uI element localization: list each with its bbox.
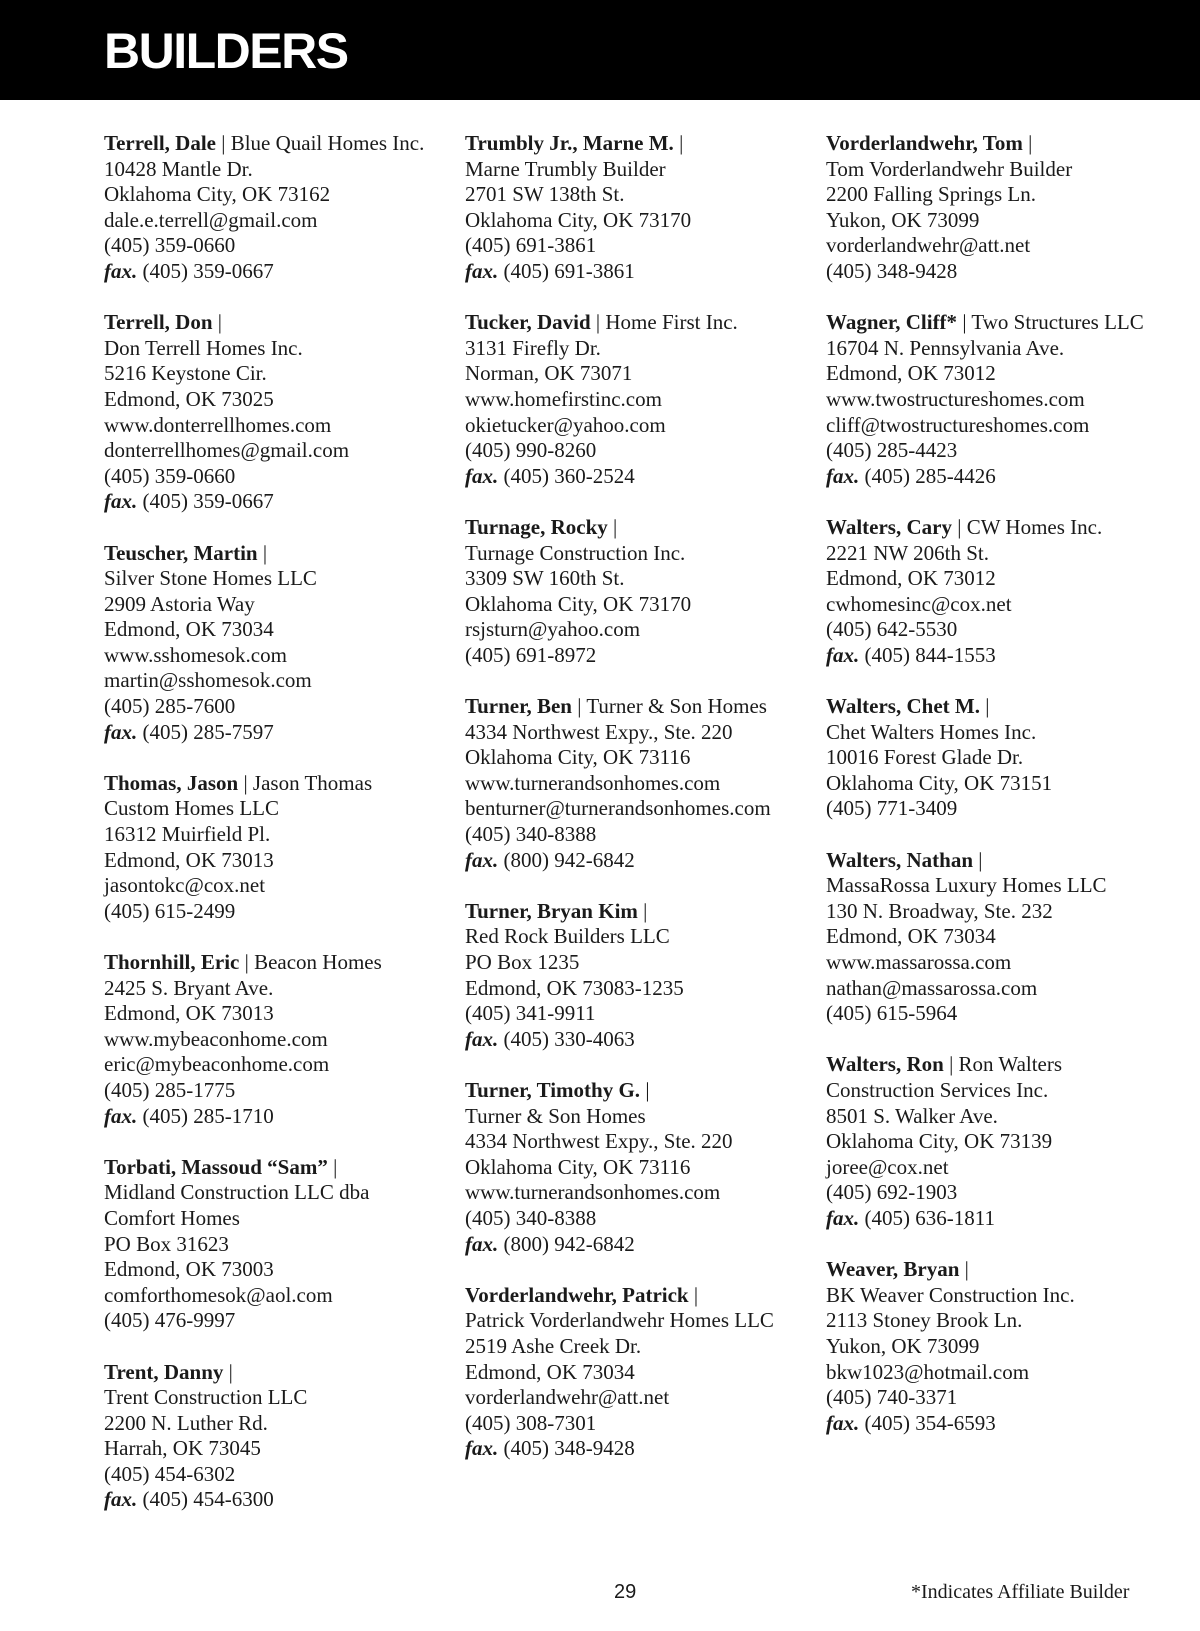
builder-detail-line: Edmond, OK 73012	[826, 566, 996, 591]
builder-detail-line: (405) 691-8972	[465, 642, 597, 667]
builder-fax-line	[104, 1104, 444, 1130]
name-separator: |	[595, 310, 601, 335]
builder-entry	[104, 131, 444, 285]
builder-name: Vorderlandwehr, Tom	[826, 131, 1023, 155]
builder-name: Thomas, Jason	[104, 770, 239, 795]
builder-entry	[826, 310, 1186, 489]
builder-detail-line: (405) 340-8388	[465, 1205, 597, 1230]
builder-entry	[826, 1257, 1186, 1436]
fax-number: (405) 636-1811	[864, 1205, 995, 1230]
builder-entry	[104, 310, 444, 515]
builder-detail-line: www.turnerandsonhomes.com	[465, 1180, 721, 1205]
builder-detail-line: jasontokc@cox.net	[104, 873, 266, 898]
name-separator: |	[1028, 131, 1033, 155]
builder-detail-line: Edmond, OK 73012	[826, 361, 996, 386]
fax-label: fax.	[826, 642, 860, 667]
builder-name: Terrell, Don	[104, 310, 213, 335]
builder-detail-line: (405) 308-7301	[465, 1410, 597, 1435]
fax-label: fax.	[465, 1231, 499, 1256]
builder-name: Walters, Cary	[826, 514, 952, 539]
builder-first-line	[826, 694, 1186, 720]
builder-name: Turner, Timothy G.	[465, 1077, 641, 1102]
builder-detail-line: Edmond, OK 73034	[104, 617, 274, 642]
builder-entry	[826, 694, 1186, 822]
fax-number: (405) 285-7597	[142, 719, 274, 744]
name-separator: |	[333, 1154, 338, 1179]
directory-column-2	[465, 131, 805, 1487]
builder-detail-line: MassaRossa Luxury Homes LLC	[826, 873, 1107, 898]
builder-first-line	[104, 771, 444, 797]
builder-detail-line: www.turnerandsonhomes.com	[465, 770, 721, 795]
builder-name: Teuscher, Martin	[104, 540, 258, 565]
builder-detail-line: Edmond, OK 73034	[826, 924, 996, 949]
name-separator: |	[645, 1077, 650, 1102]
builder-detail-line: 8501 S. Walker Ave.	[826, 1103, 998, 1128]
builder-detail-line: BK Weaver Construction Inc.	[826, 1282, 1075, 1307]
builder-company: Beacon Homes	[254, 950, 382, 974]
builder-detail-line: Silver Stone Homes LLC	[104, 566, 317, 591]
fax-number: (405) 354-6593	[864, 1410, 996, 1435]
builder-first-line	[104, 1360, 444, 1386]
builder-fax-line	[826, 1206, 1186, 1232]
page-header	[0, 0, 1200, 100]
builder-detail-line: (405) 359-0660	[104, 463, 236, 488]
builder-detail-line: cliff@twostructureshomes.com	[826, 412, 1090, 437]
builder-detail-line: 130 N. Broadway, Ste. 232	[826, 898, 1053, 923]
name-separator: |	[962, 310, 967, 335]
fax-label: fax.	[465, 1436, 499, 1461]
builder-detail-line: (405) 285-4423	[826, 438, 958, 463]
builder-detail-line: www.mybeaconhome.com	[104, 1026, 328, 1051]
name-separator: |	[221, 131, 226, 155]
fax-label: fax.	[104, 1487, 138, 1512]
builder-first-line	[826, 515, 1186, 541]
builder-detail-line: 2701 SW 138th St.	[465, 182, 625, 207]
name-separator: |	[217, 310, 222, 335]
builder-detail-line: (405) 476-9997	[104, 1308, 236, 1333]
builder-name: Turner, Ben	[465, 694, 572, 719]
builder-entry	[104, 1155, 444, 1334]
builder-detail-line: 10428 Mantle Dr.	[104, 156, 253, 181]
builder-detail-line: 4334 Northwest Expy., Ste. 220	[465, 719, 733, 744]
builder-detail-line: Oklahoma City, OK 73170	[465, 207, 692, 232]
builder-fax-line	[104, 489, 444, 515]
builder-detail-line: martin@sshomesok.com	[104, 668, 312, 693]
builder-detail-line: Don Terrell Homes Inc.	[104, 335, 303, 360]
fax-label: fax.	[826, 463, 860, 488]
builder-detail-line: (405) 771-3409	[826, 796, 958, 821]
fax-number: (405) 285-1710	[142, 1103, 274, 1128]
page-title: BUILDERS	[104, 23, 348, 79]
builder-fax-line	[465, 848, 805, 874]
builder-first-line	[826, 310, 1186, 336]
name-separator: |	[978, 847, 983, 872]
builder-detail-line: Tom Vorderlandwehr Builder	[826, 156, 1073, 181]
builder-detail-line: www.donterrellhomes.com	[104, 412, 332, 437]
builder-detail-line: (405) 692-1903	[826, 1180, 958, 1205]
fax-number: (405) 360-2524	[503, 463, 635, 488]
builder-fax-line	[104, 259, 444, 285]
builder-detail-line: Chet Walters Homes Inc.	[826, 719, 1037, 744]
builder-company: CW Homes Inc.	[966, 514, 1103, 539]
builder-detail-line: Oklahoma City, OK 73116	[465, 745, 691, 770]
builder-first-line	[104, 131, 444, 157]
builder-company: Turner & Son Homes	[586, 694, 767, 719]
builder-name: Wagner, Cliff*	[826, 310, 958, 335]
builder-first-line	[465, 1283, 805, 1309]
fax-label: fax.	[465, 258, 499, 283]
directory-column-3	[826, 131, 1186, 1462]
fax-label: fax.	[104, 489, 138, 514]
builder-detail-line: (405) 285-1775	[104, 1077, 236, 1102]
builder-detail-line: 2200 N. Luther Rd.	[104, 1410, 268, 1435]
builder-detail-line: Edmond, OK 73003	[104, 1257, 274, 1282]
builder-detail-line: (405) 359-0660	[104, 233, 236, 258]
builder-entry	[826, 1052, 1186, 1231]
builder-detail-line: (405) 615-5964	[826, 1001, 958, 1026]
builder-fax-line	[465, 1436, 805, 1462]
builder-first-line	[465, 694, 805, 720]
fax-label: fax.	[465, 1026, 499, 1051]
builder-detail-line: rsjsturn@yahoo.com	[465, 617, 641, 642]
name-separator: |	[964, 1257, 969, 1282]
builder-detail-line: 2221 NW 206th St.	[826, 540, 989, 565]
builder-detail-line: Edmond, OK 73025	[104, 386, 274, 411]
fax-number: (405) 359-0667	[142, 258, 274, 283]
builder-detail-line: 3309 SW 160th St.	[465, 566, 625, 591]
builder-entry	[465, 694, 805, 873]
builder-detail-line: Turnage Construction Inc.	[465, 540, 686, 565]
name-separator: |	[957, 514, 962, 539]
builder-first-line	[104, 1155, 444, 1181]
builder-fax-line	[826, 464, 1186, 490]
builder-first-line	[465, 515, 805, 541]
builder-detail-line: 2909 Astoria Way	[104, 591, 255, 616]
builder-name: Walters, Ron	[826, 1052, 944, 1077]
builder-detail-line: Construction Services Inc.	[826, 1077, 1049, 1102]
name-separator: |	[613, 514, 618, 539]
builder-detail-line: 16704 N. Pennsylvania Ave.	[826, 335, 1065, 360]
builder-name: Tucker, David	[465, 310, 591, 335]
builder-entry	[826, 848, 1186, 1027]
builder-detail-line: bkw1023@hotmail.com	[826, 1359, 1030, 1384]
fax-number: (405) 359-0667	[142, 489, 274, 514]
name-separator: |	[262, 540, 268, 565]
builder-company: Home First Inc.	[605, 310, 738, 335]
fax-number: (405) 348-9428	[503, 1436, 635, 1461]
builder-entry	[465, 515, 805, 669]
builder-fax-line	[826, 643, 1186, 669]
builder-detail-line: Edmond, OK 73034	[465, 1359, 635, 1384]
builder-detail-line: Trent Construction LLC	[104, 1385, 308, 1410]
builder-detail-line: joree@cox.net	[826, 1154, 949, 1179]
builder-first-line	[826, 1052, 1186, 1078]
fax-label: fax.	[465, 847, 499, 872]
builder-detail-line: (405) 615-2499	[104, 898, 236, 923]
builder-name: Weaver, Bryan	[826, 1257, 960, 1282]
builder-name: Torbati, Massoud “Sam”	[104, 1154, 328, 1179]
builder-detail-line: (405) 691-3861	[465, 233, 597, 258]
builder-entry	[104, 1360, 444, 1514]
builder-entry	[104, 950, 444, 1129]
builder-detail-line: Patrick Vorderlandwehr Homes LLC	[465, 1308, 774, 1333]
builder-detail-line: nathan@massarossa.com	[826, 975, 1038, 1000]
builder-entry	[826, 131, 1186, 285]
builder-first-line	[104, 310, 444, 336]
builder-detail-line: 5216 Keystone Cir.	[104, 361, 267, 386]
name-separator: |	[985, 694, 990, 719]
builder-detail-line: (405) 348-9428	[826, 258, 958, 283]
builder-detail-line: vorderlandwehr@att.net	[826, 233, 1031, 258]
name-separator: |	[243, 770, 248, 795]
builder-detail-line: eric@mybeaconhome.com	[104, 1052, 330, 1077]
builder-company: Jason Thomas	[252, 770, 373, 795]
fax-label: fax.	[465, 463, 499, 488]
builder-fax-line	[465, 1232, 805, 1258]
builder-name: Thornhill, Eric	[104, 950, 240, 974]
fax-label: fax.	[826, 1205, 860, 1230]
builder-first-line	[104, 541, 444, 567]
builder-detail-line: 2113 Stoney Brook Ln.	[826, 1308, 1023, 1333]
builder-detail-line: Custom Homes LLC	[104, 796, 280, 821]
builder-detail-line: 16312 Muirfield Pl.	[104, 822, 271, 847]
builder-first-line	[826, 848, 1186, 874]
builder-detail-line: Comfort Homes	[104, 1205, 240, 1230]
builder-detail-line: www.massarossa.com	[826, 950, 1012, 974]
builder-detail-line: Yukon, OK 73099	[826, 207, 980, 232]
fax-label: fax.	[104, 719, 138, 744]
builder-first-line	[465, 310, 805, 336]
builder-detail-line: Oklahoma City, OK 73151	[826, 770, 1053, 795]
fax-label: fax.	[104, 258, 138, 283]
builder-fax-line	[465, 464, 805, 490]
builder-fax-line	[104, 720, 444, 746]
builder-detail-line: www.twostructureshomes.com	[826, 386, 1085, 411]
builder-detail-line: PO Box 31623	[104, 1231, 229, 1256]
builder-entry	[465, 131, 805, 285]
builder-entry	[104, 771, 444, 925]
fax-number: (405) 691-3861	[503, 258, 635, 283]
builder-detail-line: benturner@turnerandsonhomes.com	[465, 796, 771, 821]
builder-name: Trumbly Jr., Marne M.	[465, 131, 674, 155]
builder-detail-line: Edmond, OK 73013	[104, 847, 274, 872]
builder-entry	[104, 541, 444, 746]
builder-name: Trent, Danny	[104, 1359, 224, 1384]
fax-label: fax.	[104, 1103, 138, 1128]
builder-detail-line: Oklahoma City, OK 73170	[465, 591, 692, 616]
builder-detail-line: (405) 990-8260	[465, 438, 597, 463]
builder-detail-line: Oklahoma City, OK 73139	[826, 1129, 1053, 1154]
builder-company: Two Structures LLC	[971, 310, 1144, 335]
name-separator: |	[643, 898, 648, 923]
builder-detail-line: 3131 Firefly Dr.	[465, 335, 601, 360]
builder-detail-line: Yukon, OK 73099	[826, 1333, 980, 1358]
builder-first-line	[826, 1257, 1186, 1283]
builder-detail-line: (405) 642-5530	[826, 617, 958, 642]
builder-company: Ron Walters	[958, 1052, 1063, 1077]
builder-detail-line: 2200 Falling Springs Ln.	[826, 182, 1037, 207]
name-separator: |	[577, 694, 582, 719]
builder-fax-line	[465, 259, 805, 285]
fax-number: (405) 330-4063	[503, 1026, 635, 1051]
name-separator: |	[693, 1282, 699, 1307]
builder-detail-line: 2519 Ashe Creek Dr.	[465, 1333, 642, 1358]
fax-number: (800) 942-6842	[503, 847, 635, 872]
builder-detail-line: donterrellhomes@gmail.com	[104, 438, 350, 463]
builder-name: Walters, Chet M.	[826, 694, 980, 719]
builder-name: Turnage, Rocky	[465, 514, 608, 539]
name-separator: |	[228, 1359, 233, 1384]
builder-detail-line: dale.e.terrell@gmail.com	[104, 207, 318, 232]
builder-detail-line: (405) 340-8388	[465, 822, 597, 847]
builder-detail-line: www.sshomesok.com	[104, 642, 287, 667]
builder-fax-line	[104, 1487, 444, 1513]
builder-detail-line: Norman, OK 73071	[465, 361, 633, 386]
builder-first-line	[465, 899, 805, 925]
builder-first-line	[465, 131, 805, 157]
builder-name: Terrell, Dale	[104, 131, 216, 155]
builder-name: Turner, Bryan Kim	[465, 898, 638, 923]
builder-name: Vorderlandwehr, Patrick	[465, 1282, 689, 1307]
builder-entry	[465, 310, 805, 489]
builder-detail-line: PO Box 1235	[465, 950, 580, 974]
builder-detail-line: www.homefirstinc.com	[465, 386, 662, 411]
builder-detail-line: Marne Trumbly Builder	[465, 156, 666, 181]
builder-first-line	[104, 950, 444, 976]
page-number: 29	[614, 1581, 637, 1603]
builder-detail-line: cwhomesinc@cox.net	[826, 591, 1012, 616]
builder-detail-line: comforthomesok@aol.com	[104, 1282, 333, 1307]
affiliate-footnote: *Indicates Affiliate Builder	[911, 1581, 1130, 1603]
fax-number: (405) 844-1553	[864, 642, 996, 667]
fax-number: (405) 454-6300	[142, 1487, 274, 1512]
builder-detail-line: Oklahoma City, OK 73116	[465, 1154, 691, 1179]
builder-detail-line: 4334 Northwest Expy., Ste. 220	[465, 1129, 733, 1154]
builder-detail-line: Red Rock Builders LLC	[465, 924, 670, 949]
fax-number: (405) 285-4426	[864, 463, 996, 488]
builder-fax-line	[826, 1411, 1186, 1437]
name-separator: |	[244, 950, 249, 974]
builder-first-line	[465, 1078, 805, 1104]
builder-detail-line: vorderlandwehr@att.net	[465, 1385, 670, 1410]
builder-detail-line: (405) 454-6302	[104, 1461, 236, 1486]
builder-entry	[826, 515, 1186, 669]
builder-entry	[465, 899, 805, 1053]
builder-detail-line: Edmond, OK 73013	[104, 1001, 274, 1026]
builder-fax-line	[465, 1027, 805, 1053]
builder-detail-line: (405) 740-3371	[826, 1385, 958, 1410]
builder-entry	[465, 1078, 805, 1257]
builder-detail-line: Harrah, OK 73045	[104, 1436, 261, 1461]
builder-detail-line: Oklahoma City, OK 73162	[104, 182, 331, 207]
fax-label: fax.	[826, 1410, 860, 1435]
builder-detail-line: okietucker@yahoo.com	[465, 412, 666, 437]
builder-detail-line: (405) 341-9911	[465, 1001, 596, 1026]
builder-name: Walters, Nathan	[826, 847, 973, 872]
builder-first-line	[826, 131, 1186, 157]
name-separator: |	[949, 1052, 954, 1077]
builder-detail-line: 2425 S. Bryant Ave.	[104, 975, 274, 1000]
builder-detail-line: Midland Construction LLC dba	[104, 1180, 370, 1205]
directory-column-1	[104, 131, 444, 1539]
fax-number: (800) 942-6842	[503, 1231, 635, 1256]
builder-entry	[465, 1283, 805, 1462]
builder-detail-line: Turner & Son Homes	[465, 1103, 646, 1128]
builder-company: Blue Quail Homes Inc.	[230, 131, 425, 155]
builder-detail-line: (405) 285-7600	[104, 694, 236, 719]
builder-detail-line: Edmond, OK 73083-1235	[465, 975, 684, 1000]
builder-detail-line: 10016 Forest Glade Dr.	[826, 745, 1024, 770]
name-separator: |	[679, 131, 684, 155]
